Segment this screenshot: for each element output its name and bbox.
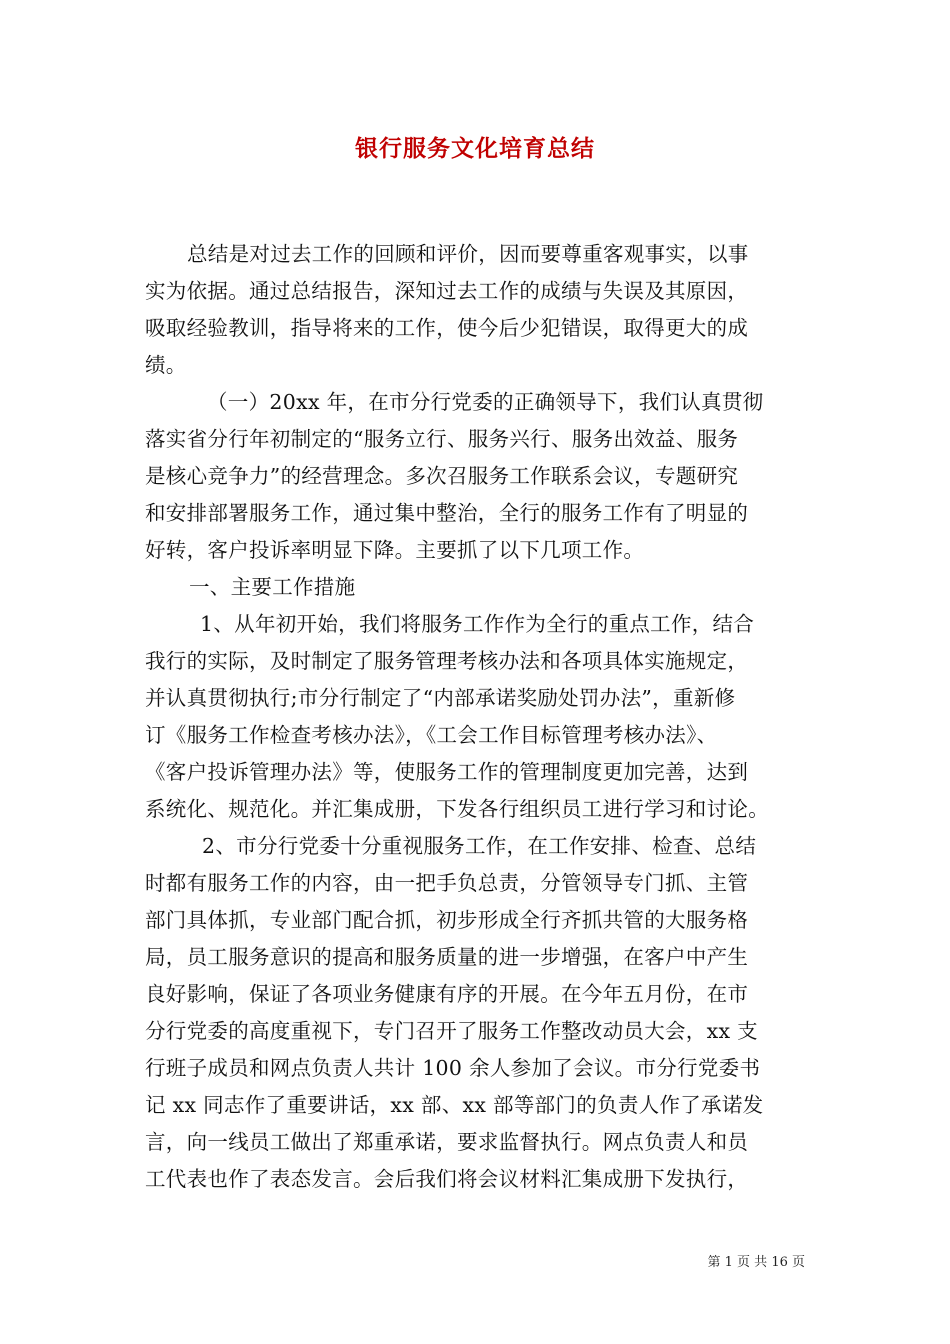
text-line: 总结是对过去工作的回顾和评价，因而要尊重客观事实，以事: [187, 242, 749, 266]
text-line: 好转，客户投诉率明显下降。主要抓了以下几项工作。: [145, 538, 645, 562]
text-line: 部门具体抓，专业部门配合抓，初步形成全行齐抓共管的大服务格: [145, 908, 749, 932]
text-line: 言，向一线员工做出了郑重承诺，要求监督执行。网点负责人和员: [145, 1130, 749, 1154]
text-line: 2、市分行党委十分重视服务工作，在工作安排、检查、总结: [202, 834, 757, 858]
text-line: 落实省分行年初制定的“服务立行、服务兴行、服务出效益、服务: [145, 427, 739, 451]
text-line: 吸取经验教训，指导将来的工作，使今后少犯错误，取得更大的成: [145, 316, 749, 340]
text-line: 订《服务工作检查考核办法》，《工会工作目标管理考核办法》、: [145, 723, 718, 747]
text-line: 实为依据。通过总结报告，深知过去工作的成绩与失误及其原因，: [145, 279, 749, 303]
document-title: 银行服务文化培育总结: [355, 135, 595, 162]
text-line: 1、从年初开始，我们将服务工作作为全行的重点工作，结合: [200, 612, 755, 636]
text-line: 局，员工服务意识的提高和服务质量的进一步增强，在客户中产生: [145, 945, 749, 969]
text-line: （一）20xx 年，在市分行党委的正确领导下，我们认真贯彻: [207, 390, 764, 414]
text-line: 行班子成员和网点负责人共计 100 余人参加了会议。市分行党委书: [145, 1056, 761, 1080]
text-line: 工代表也作了表态发言。会后我们将会议材料汇集成册下发执行，: [145, 1167, 749, 1191]
section-heading: 一、主要工作措施: [189, 575, 356, 599]
text-line: 并认真贯彻执行;市分行制定了“内部承诺奖励处罚办法”，重新修: [145, 686, 736, 710]
text-line: 和安排部署服务工作，通过集中整治，全行的服务工作有了明显的: [145, 501, 749, 525]
page-number: 第 1 页 共 16 页: [707, 1255, 805, 1270]
document-body: [145, 236, 810, 1198]
text-line: 时都有服务工作的内容，由一把手负总责，分管领导专门抓、主管: [145, 871, 749, 895]
text-line: 我行的实际，及时制定了服务管理考核办法和各项具体实施规定，: [145, 649, 749, 673]
text-line: 《客户投诉管理办法》等，使服务工作的管理制度更加完善，达到: [145, 760, 749, 784]
text-line: 记 xx 同志作了重要讲话，xx 部、xx 部等部门的负责人作了承诺发: [145, 1093, 764, 1117]
text-line: 分行党委的高度重视下，专门召开了服务工作整改动员大会，xx 支: [145, 1019, 758, 1043]
text-line: 系统化、规范化。并汇集成册，下发各行组织员工进行学习和讨论。: [145, 797, 769, 821]
text-line: 良好影响，保证了各项业务健康有序的开展。在今年五月份，在市: [145, 982, 749, 1006]
text-line: 是核心竞争力”的经营理念。多次召服务工作联系会议，专题研究: [145, 464, 739, 488]
text-line: 绩。: [145, 353, 187, 377]
